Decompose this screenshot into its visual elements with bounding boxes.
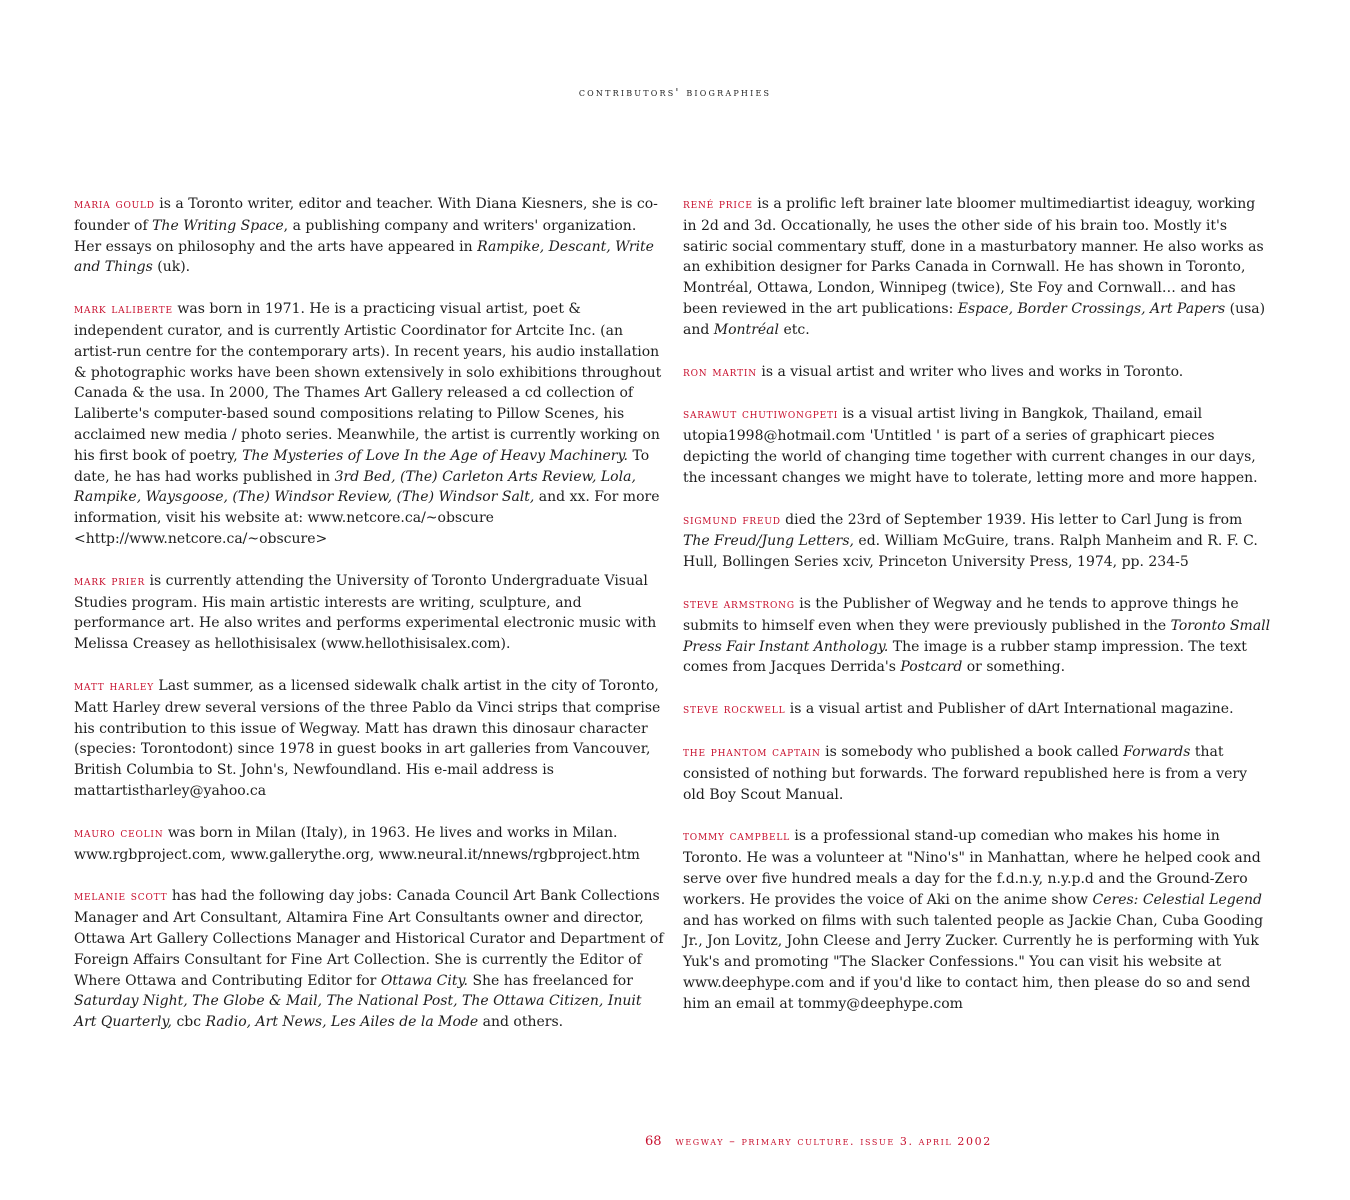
- contributor-name: sigmund freud: [683, 512, 781, 528]
- page-footer: [645, 1134, 992, 1149]
- contributor-name: matt harley: [74, 678, 154, 694]
- running-head: contributors' biographies: [578, 86, 772, 99]
- contributor-name: maria gould: [74, 197, 155, 212]
- contributor-name: mark prier: [74, 573, 146, 589]
- contributor-name: melanie scott: [74, 889, 168, 905]
- contributor-name: mark laliberte: [74, 302, 173, 318]
- bio-steve-rockwell: steve rockwell is a visual artist and Publisher of dArt International magazine.: [683, 701, 1234, 718]
- contributor-name: sarawut chutiwongpeti: [683, 407, 839, 423]
- contributor-name: mauro ceolin: [74, 825, 164, 841]
- contributor-name: the phantom captain: [683, 744, 821, 760]
- bio-mark-prier: mark prier is currently attending the University of Toronto Undergraduate Visual Studies program. His main artistic interests are writing, sculpture, and performance art. He also writes and performs experimental electronic music with Melissa Creasey as hellothisisalex (www.hellothisisalex.com).: [74, 572, 657, 653]
- right-column: [683, 194, 1273, 1036]
- bio-melanie-scott: melanie scott has had the following day jobs: Canada Council Art Bank Collections Manager and Art Consultant, Altamira Fine Art Consultants owner and director, Ottawa Art Gallery Collections Manager and Historical Curator and Department of Foreign Affairs Consultant for Fine Art Collection. She is currently the Editor of Where Ottawa and Contributing Editor for Ottawa City. She has freelanced for Saturday Night, The Globe & Mail, The National Post, The Ottawa Citizen, Inuit Art Quarterly, cbc Radio, Art News, Les Ailes de la Mode and others.: [74, 888, 664, 1031]
- journal-title: wegway – primary culture. issue 3. april 2002: [675, 1135, 992, 1148]
- left-column: [74, 194, 666, 1054]
- contributor-name: rené price: [683, 197, 753, 212]
- bio-tommy-campbell: tommy campbell is a professional stand-up comedian who makes his home in Toronto. He was a volunteer at "Nino's" in Manhattan, where he helped cook and serve over five hundred meals a day for the f.d.n.y, n.y.p.d and the Ground-Zero workers. He provides the voice of Aki on the anime show Ceres: Celestial Legend and has worked on films with such talented people as Jackie Chan, Cuba Gooding Jr., Jon Lovitz, John Cleese and Jerry Zucker. Currently he is performing with Yuk Yuk's and promoting "The Slacker Confessions." You can visit his website at www.deephype.com and if you'd like to contact him, then please do so and send him an email at tommy@deephype.com: [683, 828, 1264, 1012]
- bio-sigmund-freud: sigmund freud died the 23rd of September 1939. His letter to Carl Jung is from The Freud/Jung Letters, ed. William McGuire, trans. Ralph Manheim and R. F. C. Hull, Bollingen Series xciv, Princeton University Press, 1974, pp. 234-5: [683, 511, 1258, 571]
- contributor-name: ron martin: [683, 364, 757, 380]
- bio-maria-gould: maria gould is a Toronto writer, editor and teacher. With Diana Kiesners, she is co-founder of The Writing Space, a publishing company and writers' organization. Her essays on philosophy and the arts have appeared in Rampike, Descant, Write and Things (uk).: [74, 196, 658, 276]
- bio-steve-armstrong: steve armstrong is the Publisher of Wegway and he tends to approve things he submits to himself even when they were previously published in the Toronto Small Press Fair Instant Anthology. The image is a rubber stamp impression. The text comes from Jacques Derrida's Postcard or something.: [683, 595, 1271, 676]
- contributor-name: tommy campbell: [683, 829, 790, 845]
- bio-mauro-ceolin: mauro ceolin was born in Milan (Italy), in 1963. He lives and works in Milan. www.rgbproject.com, www.gallerythe.org, www.neural.it/nnews/rgbproject.htm: [74, 824, 640, 863]
- bio-rene-price: rené price is a prolific left brainer late bloomer multimediartist ideaguy, working in 2d and 3d. Occationally, he uses the other side of his brain too. Mostly it's satiric social commentary stuff, done in a masturbatory manner. He also works as an exhibition designer for Parks Canada in Cornwall. He has shown in Toronto, Montréal, Ottawa, London, Winnipeg (twice), Ste Foy and Cornwall… and has been reviewed in the art publications: Espace, Border Crossings, Art Papers (usa) and Montréal etc.: [683, 196, 1266, 338]
- page-number: 68: [645, 1134, 662, 1149]
- contributor-name: steve rockwell: [683, 702, 786, 718]
- bio-ron-martin: ron martin is a visual artist and writer who lives and works in Toronto.: [683, 363, 1184, 380]
- bio-mark-laliberte: mark laliberte was born in 1971. He is a practicing visual artist, poet & independent curator, and is currently Artistic Coordinator for Artcite Inc. (an artist-run centre for the contemporary arts). In recent years, his audio installation & photographic works have been shown extensively in solo exhibitions throughout Canada & the usa. In 2000, The Thames Art Gallery released a cd collection of Laliberte's computer-based sound compositions relating to Pillow Scenes, his acclaimed new media / photo series. Meanwhile, the artist is currently working on his first book of poetry, The Mysteries of Love In the Age of Heavy Machinery. To date, he has had works published in 3rd Bed, (The) Carleton Arts Review, Lola, Rampike, Waysgoose, (The) Windsor Review, (The) Windsor Salt, and xx. For more information, visit his website at: www.netcore.ca/~obscure <http://www.netcore.ca/~obscure>: [74, 301, 662, 547]
- bio-sarawut-chutiwongpeti: sarawut chutiwongpeti is a visual artist living in Bangkok, Thailand, email utopia1998@hotmail.com 'Untitled ' is part of a series of graphicart pieces depicting the world of changing time together with current changes in our days, the incessant changes we might have to tolerate, letting more and more happen.: [683, 406, 1258, 486]
- bio-matt-harley: matt harley Last summer, as a licensed sidewalk chalk artist in the city of Toronto, Matt Harley drew several versions of the three Pablo da Vinci strips that comprise his contribution to this issue of Wegway. Matt has drawn this dinosaur character (species: Torontodont) since 1978 in guest books in art galleries from Vancouver, British Columbia to St. John's, Newfoundland. His e-mail address is mattartistharley@yahoo.ca: [74, 677, 661, 799]
- contributor-name: steve armstrong: [683, 596, 795, 612]
- bio-the-phantom-captain: the phantom captain is somebody who published a book called Forwards that consisted of nothing but forwards. The forward republished here is from a very old Boy Scout Manual.: [683, 743, 1247, 803]
